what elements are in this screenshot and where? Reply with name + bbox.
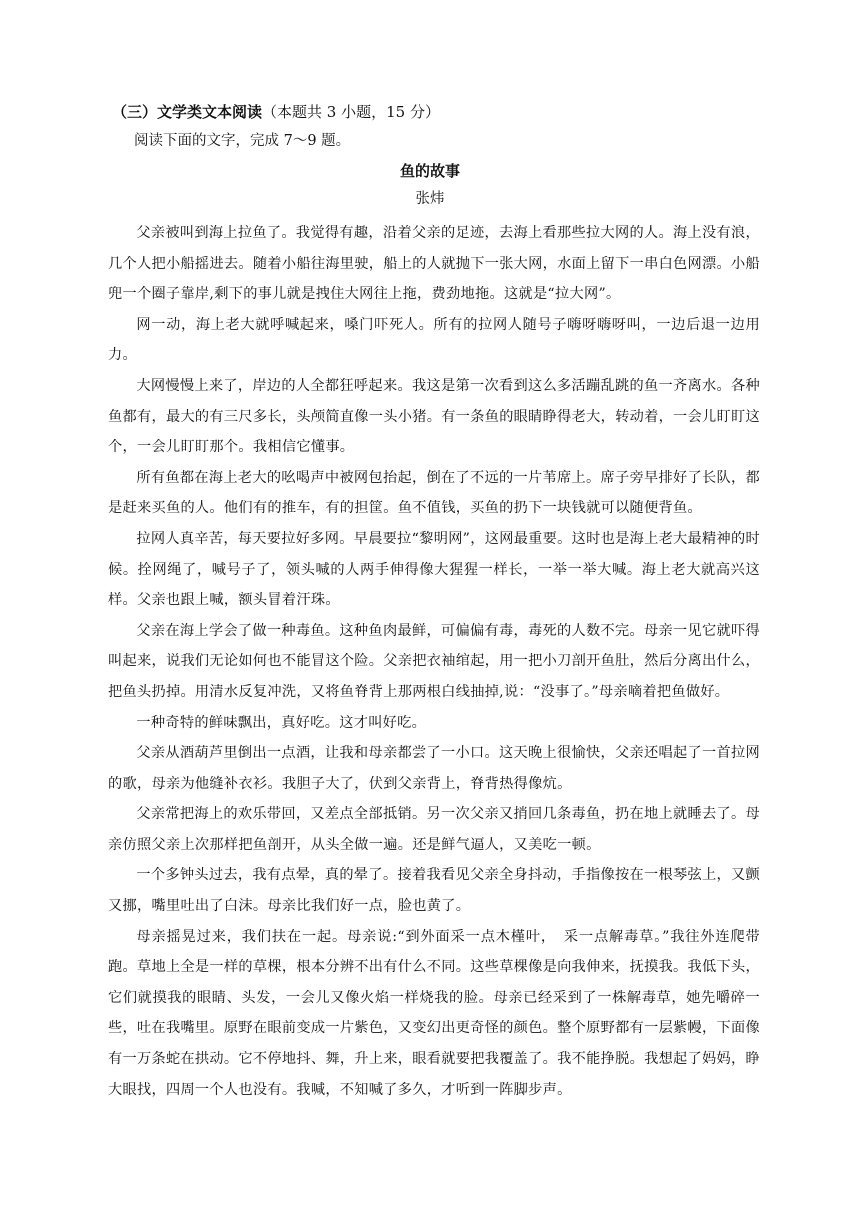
paragraph: 拉网人真辛苦，每天要拉好多网。早晨要拉“黎明网”，这网最重要。这时也是海上老大最精神的时候。拴网绳了，喊号子了，领头喊的人两手伸得像大猩猩一样长，一举一举大喊。海上老大就高兴这样。父亲也跟上喊，额头冒着汗珠。 [108,530,760,609]
paragraph: 一种奇特的鲜味飘出，真好吃。这才叫好吃。 [136,714,427,731]
paragraph: 网一动，海上老大就呼喊起来，嗓门吓死人。所有的拉网人随号子嗨呀嗨呀叫，一边后退一边用力。 [108,316,760,364]
paragraph: 大网慢慢上来了，岸边的人全都狂呼起来。我这是第一次看到这么多活蹦乱跳的鱼一齐离水。各种鱼都有，最大的有三尺多长，头颅简直像一头小猪。有一条鱼的眼睛睁得老大，转动着，一会儿盯盯这个，一会儿盯盯那个。我相信它懂事。 [108,377,760,456]
paragraph: 一个多钟头过去，我有点晕，真的晕了。接着我看见父亲全身抖动，手指像按在一根琴弦上，又颤又挪，嘴里吐出了白沫。母亲比我们好一点，脸也黄了。 [108,867,760,915]
section-heading-title: （三）文学类文本阅读 [112,103,263,121]
article-title: 鱼的故事 [399,162,460,180]
paragraph: 母亲摇晃过来，我们扶在一起。母亲说:“到外面采一点木槿叶， 采一点解毒草。”我往外连爬带跑。草地上全是一样的草棵，根本分辨不出有什么不同。这些草棵像是向我伸来，抚摸我。我低下头，它们就摸我的眼睛、头发，一会儿又像火焰一样烧我的脸。母亲已经采到了一株解毒草，她先嚼碎一些，吐在我嘴里。原野在眼前变成一片紫色，又变幻出更奇怪的颜色。整个原野都有一层紫幔，下面像有一万条蛇在拱动。它不停地抖、舞，升上来，眼看就要把我覆盖了。我不能挣脱。我想起了妈妈，睁大眼找，四周一个人也没有。我喊，不知喊了多久，才听到一阵脚步声。 [108,928,760,1098]
section-heading-note: （本题共 3 小题，15 分） [262,103,440,121]
paragraph: 父亲从酒葫芦里倒出一点酒，让我和母亲都尝了一小口。这天晚上很愉快，父亲还唱起了一首拉网的歌，母亲为他缝补衣衫。我胆子大了，伏到父亲背上，脊背热得像炕。 [108,745,760,792]
paragraph: 所有鱼都在海上老大的吆喝声中被网包抬起，倒在了不远的一片苇席上。席子旁早排好了长队，都是赶来买鱼的人。他们有的推车，有的担筐。鱼不值钱，买鱼的扔下一块钱就可以随便背鱼。 [108,469,760,517]
paragraph: 父亲常把海上的欢乐带回，又差点全部抵销。另一次父亲又捎回几条毒鱼，扔在地上就睡去了。母亲仿照父亲上次那样把鱼剖开，从头全做一遍。还是鲜气逼人，又美吃一顿。 [108,806,760,853]
reading-instruction: 阅读下面的文字，完成 7～9 题。 [134,133,351,149]
article-body [108,218,760,1105]
paragraph: 父亲被叫到海上拉鱼了。我觉得有趣，沿着父亲的足迹，去海上看那些拉大网的人。海上没有浪，几个人把小船摇进去。随着小船往海里驶，船上的人就抛下一张大网，水面上留下一串白色网漂。小船兜一个圈子靠岸,剩下的事儿就是拽住大网往上拖，费劲地拖。这就是“拉大网”。 [108,225,760,303]
section-heading [112,100,440,124]
article-author: 张炜 [415,191,445,207]
paragraph: 父亲在海上学会了做一种毒鱼。这种鱼肉最鲜，可偏偏有毒，毒死的人数不完。母亲一见它就吓得叫起来，说我们无论如何也不能冒这个险。父亲把衣袖绾起，用一把小刀剖开鱼肚，然后分离出什么，把鱼头扔掉。用清水反复冲洗，又将鱼脊背上那两根白线抽掉,说：“没事了。”母亲嘀着把鱼做好。 [108,622,760,700]
